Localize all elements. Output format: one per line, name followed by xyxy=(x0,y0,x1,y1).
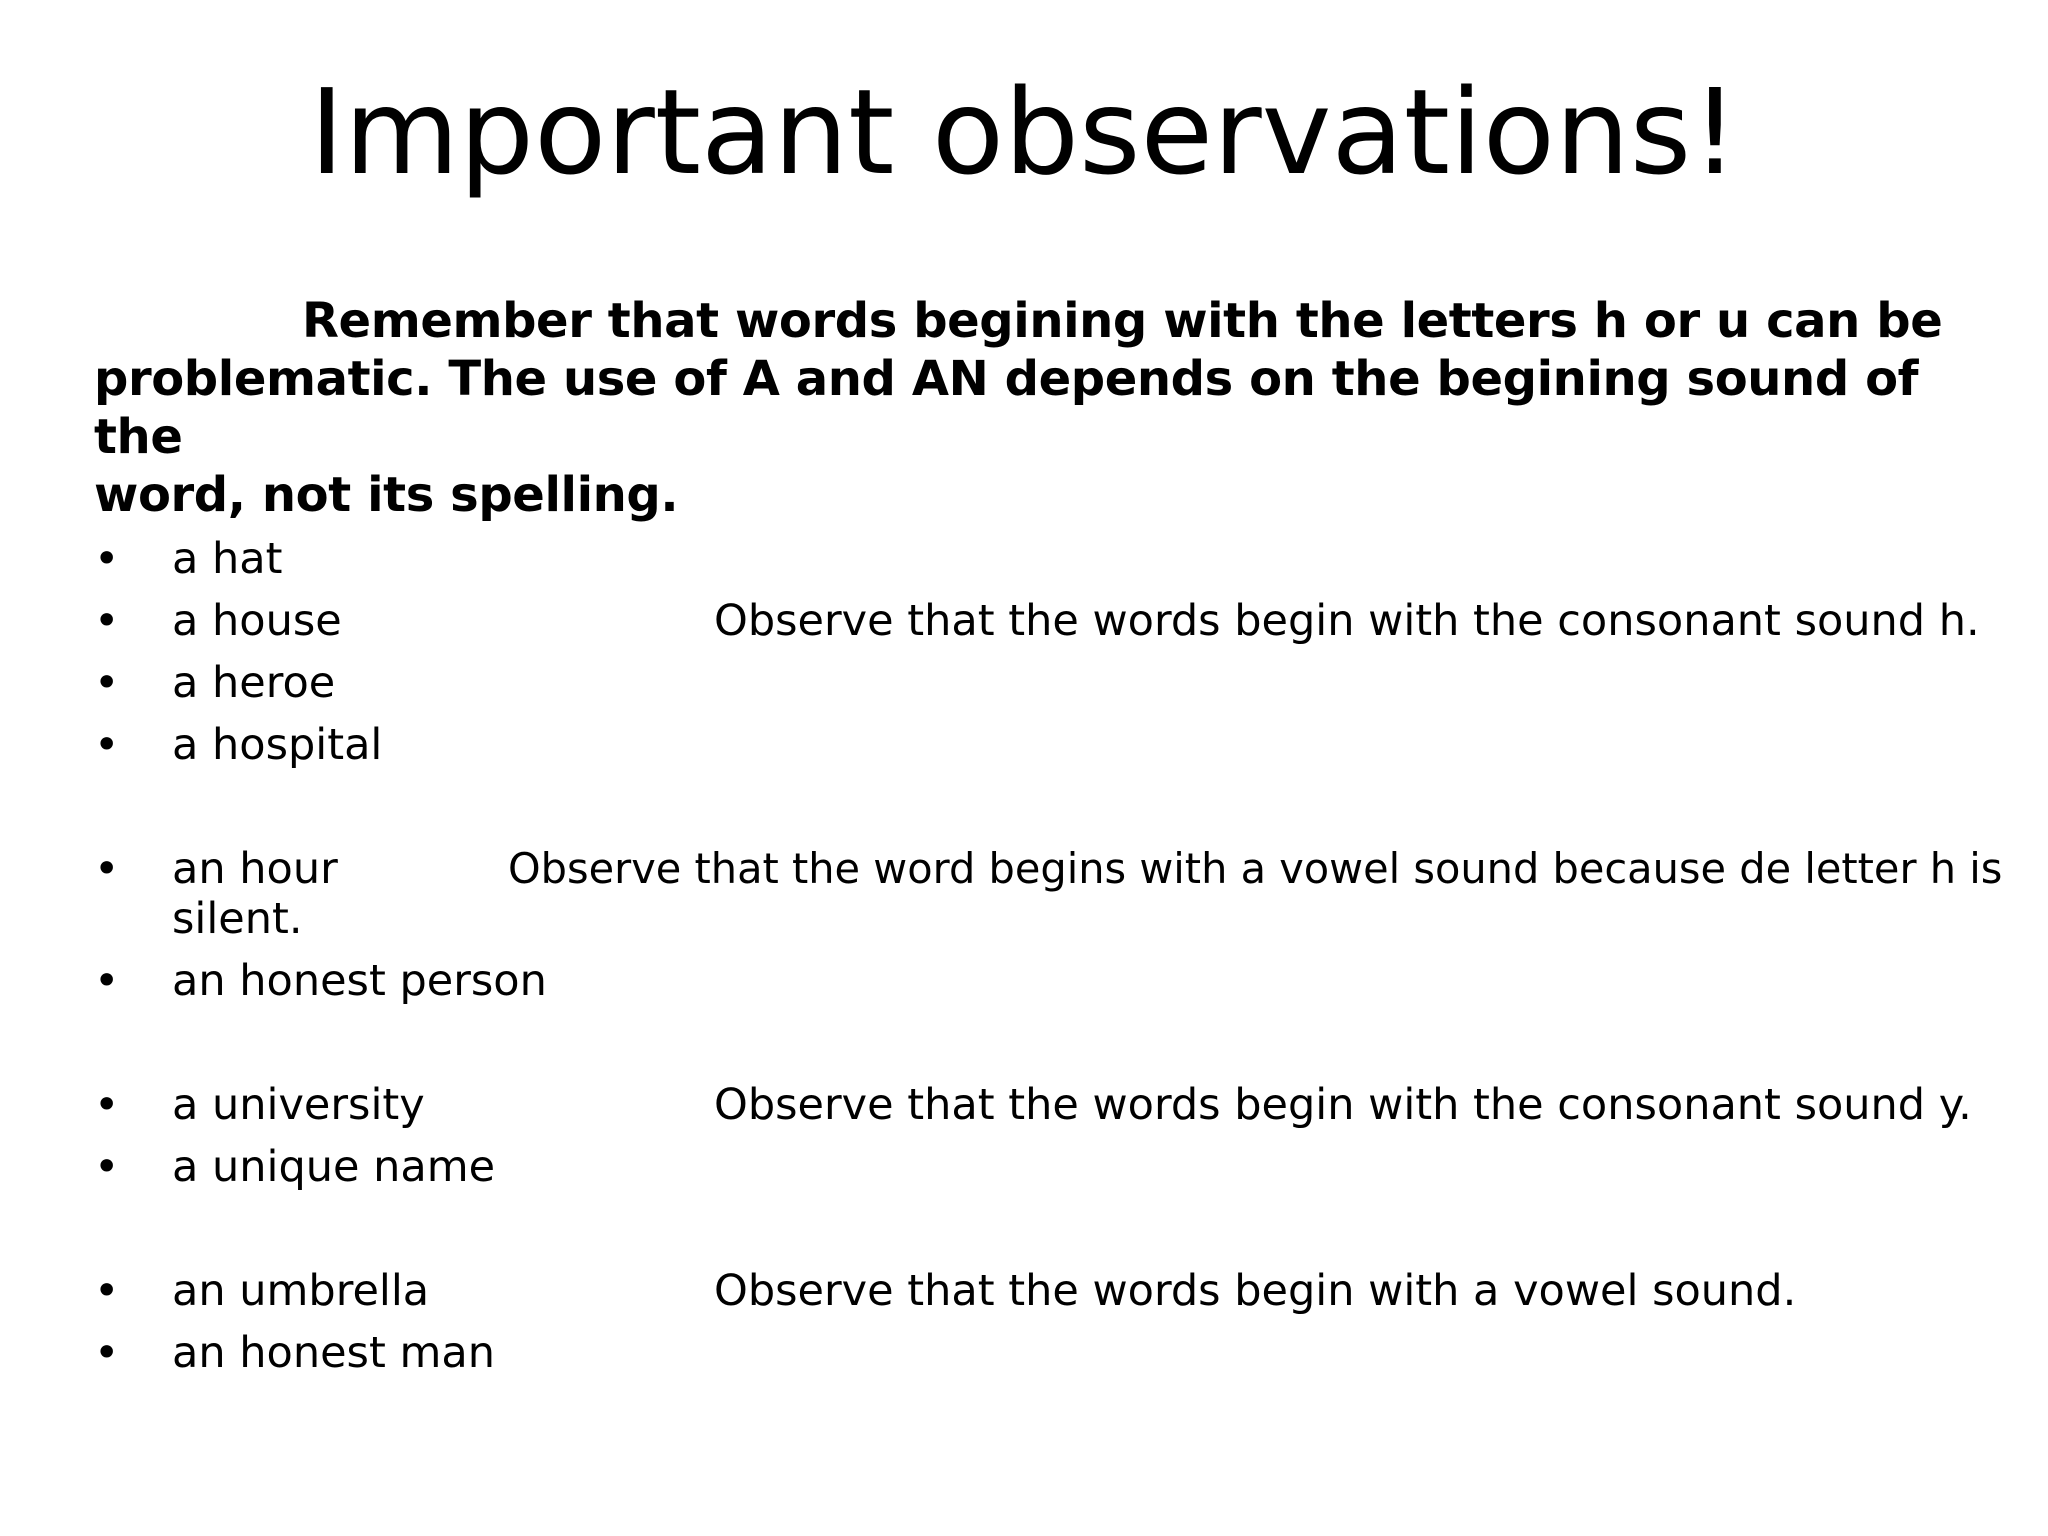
bullet-icon: • xyxy=(94,844,120,894)
observation-note: Observe that the words begin with the consonant sound h. xyxy=(714,596,1980,646)
list-item-text: a unique name xyxy=(172,1142,496,1192)
list-item-text: an honest person xyxy=(172,956,547,1006)
list-item-text: an umbrella xyxy=(172,1266,430,1316)
observation-note: Observe that the words begin with the consonant sound y. xyxy=(714,1080,1972,1130)
bullet-icon: • xyxy=(94,956,120,1006)
intro-line-2: problematic. The use of A and AN depends on the begining sound of the xyxy=(94,351,1919,465)
list-item-text: a house xyxy=(172,596,342,646)
intro-paragraph xyxy=(94,292,1974,524)
bullet-icon: • xyxy=(94,596,120,646)
bullet-icon: • xyxy=(94,534,120,584)
list-item-text: a hospital xyxy=(172,720,383,770)
observation-note: Observe that the words begin with a vowel sound. xyxy=(714,1266,1797,1316)
observation-note: Observe that the word begins with a vowel sound because de letter h is xyxy=(508,844,2003,893)
bullet-icon: • xyxy=(94,658,120,708)
intro-line-3: word, not its spelling. xyxy=(94,467,679,523)
bullet-icon: • xyxy=(94,1142,120,1192)
list-item-text: an hour xyxy=(172,844,338,894)
bullet-icon: • xyxy=(94,1266,120,1316)
list-item-text: a university xyxy=(172,1080,425,1130)
bullet-icon: • xyxy=(94,1328,120,1378)
intro-line-1 xyxy=(94,292,1974,350)
list-item-text: a hat xyxy=(172,534,283,584)
list-item-text: an honest man xyxy=(172,1328,495,1378)
bullet-icon: • xyxy=(94,720,120,770)
slide-title: Important observations! xyxy=(309,63,1739,201)
intro-line-1-text: Remember that words begining with the letters h or u can be xyxy=(302,293,1943,349)
bullet-icon: • xyxy=(94,1080,120,1130)
observation-note-continuation: silent. xyxy=(172,894,303,944)
list-item-text: a heroe xyxy=(172,658,336,708)
